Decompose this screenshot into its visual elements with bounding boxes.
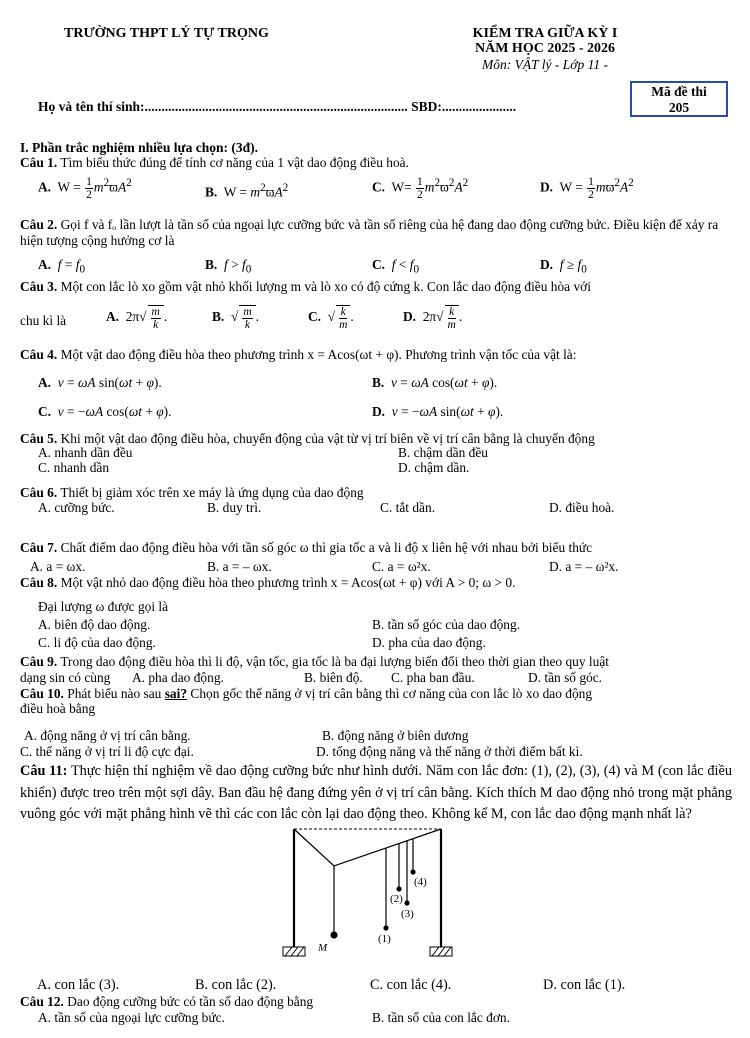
q7-option-a[interactable]: A. a = ωx.	[30, 559, 86, 574]
q8-option-b[interactable]: B. tần số góc của dao động.	[372, 617, 521, 632]
q1-option-d[interactable]: D. W = $\frac{1}{2}$ $mϖ^2A^2$	[540, 176, 634, 201]
exam-code-box	[630, 81, 728, 117]
exam-code-value: 205	[668, 100, 690, 115]
section-title: I. Phần trắc nghiệm nhiều lựa chọn: (3đ).	[20, 140, 258, 155]
q3-option-c[interactable]: C. √ $\frac{k}{m}$ .	[308, 306, 354, 331]
q4-option-b[interactable]: B. v = ωA cos(ωt + φ).	[372, 375, 498, 390]
q9-option-d[interactable]: D. tần số góc.	[528, 670, 603, 685]
q2-option-c[interactable]: C. $f < f_0$	[372, 257, 420, 276]
q2-option-d[interactable]: D. $f \ge f_0$	[540, 257, 587, 276]
question-5: Câu 5. Khi một vật dao động điều hòa, chuyển động của vật từ vị trí biên về vị trí cân bằng là chuyển động	[20, 431, 595, 446]
q1-option-b[interactable]: B. $W = m^2ϖA^2$	[205, 182, 289, 200]
q6-option-a[interactable]: A. cưỡng bức.	[38, 500, 115, 515]
support-string	[294, 829, 441, 866]
q2-option-b[interactable]: B. $f > f_0$	[205, 257, 252, 276]
q3-option-b[interactable]: B. √ $\frac{m}{k}$ .	[212, 306, 259, 331]
q8-stem-cont: Đại lượng ω được gọi là	[38, 599, 169, 614]
label-1: (1)	[378, 933, 391, 945]
q3-option-d[interactable]: D. 2π√ $\frac{k}{m}$ .	[403, 306, 463, 331]
label-m: M	[318, 942, 328, 954]
q9-option-a[interactable]: A. pha dao động.	[132, 670, 224, 685]
q5-option-b[interactable]: B. chậm dần đều	[398, 445, 488, 460]
school-year: NĂM HỌC 2025 - 2026	[475, 41, 615, 56]
subject-line: Môn: VẬT lý - Lớp 11 -	[482, 57, 608, 72]
q6-option-d[interactable]: D. điều hoà.	[549, 500, 615, 515]
q10-stem-cont: điều hoà bằng	[20, 701, 96, 716]
exam-code-label: Mã đề thi	[651, 84, 707, 99]
student-info-line: Họ và tên thí sinh:.............................................................................. SBD:......................	[38, 99, 517, 114]
q10-option-d[interactable]: D. tổng động năng và thế năng ở thời điểm bất kì.	[316, 744, 583, 759]
q11-option-b[interactable]: B. con lắc (2).	[195, 977, 277, 993]
label-3: (3)	[401, 908, 414, 920]
school-name: TRƯỜNG THPT LÝ TỰ TRỌNG	[64, 26, 269, 41]
question-4: Câu 4. Một vật dao động điều hòa theo phương trình x = Acos(ωt + φ). Phương trình vận tốc của vật là:	[20, 347, 577, 362]
q7-option-c[interactable]: C. a = ω²x.	[372, 559, 431, 574]
pendulum-m-bob	[330, 931, 337, 938]
q3-option-a[interactable]: A. 2π√ $\frac{m}{k}$ .	[106, 306, 168, 331]
q11-option-a[interactable]: A. con lắc (3).	[37, 977, 120, 993]
question-9: Câu 9. Trong dao động điều hòa thì li độ, vận tốc, gia tốc là ba đại lượng biến đổi theo thời gian theo quy luật	[20, 654, 609, 669]
q4-option-a[interactable]: A. v = ωA sin(ωt + φ).	[38, 375, 162, 390]
question-2: Câu 2. Gọi f và fₒ lần lượt là tần số của ngoại lực cưỡng bức và tần số riêng của hệ đang dao động cưỡng bức. Điều kiện để xảy ra hiện tượng cộng hưởng cơ là	[20, 217, 719, 248]
question-1: Câu 1. Tìm biểu thức đúng để tính cơ năng của 1 vật dao động điều hoà.	[20, 155, 409, 170]
q4-option-d[interactable]: D. v = −ωA sin(ωt + φ).	[372, 404, 504, 419]
q11-option-c[interactable]: C. con lắc (4).	[370, 977, 452, 993]
q6-option-c[interactable]: C. tắt dần.	[380, 500, 436, 515]
q8-option-c[interactable]: C. li độ của dao động.	[38, 635, 156, 650]
q5-option-c[interactable]: C. nhanh dần	[38, 460, 110, 475]
label-2: (2)	[390, 893, 403, 905]
q7-option-b[interactable]: B. a = – ωx.	[207, 559, 272, 574]
label-4: (4)	[414, 876, 427, 888]
left-base	[283, 947, 305, 956]
pendulum-diagram	[280, 823, 460, 960]
q10-option-c[interactable]: C. thế năng ở vị trí li độ cực đại.	[20, 744, 194, 759]
right-base	[430, 947, 452, 956]
question-6: Câu 6. Thiết bị giảm xóc trên xe máy là ứng dụng của dao động	[20, 485, 364, 500]
q3-stem-cont: chu kì là	[20, 313, 67, 328]
pendulum-2-bob	[396, 886, 401, 891]
pendulum-4-bob	[410, 869, 415, 874]
q2-option-a[interactable]: A. $f = f_0$	[38, 257, 86, 276]
q4-option-c[interactable]: C. v = −ωA cos(ωt + φ).	[38, 404, 172, 419]
pendulum-1-bob	[383, 925, 388, 930]
q5-option-a[interactable]: A. nhanh dần đều	[38, 445, 133, 460]
question-8: Câu 8. Một vật nhỏ dao động điều hòa theo phương trình x = Acos(ωt + φ) với A > 0; ω > 0.	[20, 575, 516, 590]
q9-stem-cont: dạng sin có cùng	[20, 670, 111, 685]
q8-option-a[interactable]: A. biên độ dao động.	[38, 617, 151, 632]
q9-option-c[interactable]: C. pha ban đầu.	[391, 670, 475, 685]
q5-option-d[interactable]: D. chậm dần.	[398, 460, 470, 475]
exam-title: KIỂM TRA GIỮA KỲ I	[472, 26, 618, 41]
question-10: Câu 10. Phát biểu nào sau sai? Chọn gốc thế năng ở vị trí cân bằng thì cơ năng của con lắc lò xo dao động	[20, 686, 593, 701]
question-3: Câu 3. Một con lắc lò xo gồm vật nhỏ khối lượng m và lò xo có độ cứng k. Con lắc dao động điều hòa với	[20, 279, 591, 294]
q11-option-d[interactable]: D. con lắc (1).	[543, 977, 626, 993]
q7-option-d[interactable]: D. a = – ω²x.	[549, 559, 619, 574]
q9-option-b[interactable]: B. biên độ.	[304, 670, 363, 685]
q8-option-d[interactable]: D. pha của dao động.	[372, 635, 486, 650]
question-11: Câu 11: Thực hiện thí nghiệm về dao động cưỡng bức như hình dưới. Năm con lắc đơn: (1), (2), (3), (4) và M (con lắc điều khiển) được treo trên một sợi dây. Ban đầu hệ đang đứng yên ở vị trí cân bằng. Kích thích M dao động nhỏ trong mặt phẳng vuông góc với mặt phẳng hình vẽ thì các con lắc còn lại dao động theo. Không kể M, con lắc dao động mạnh nhất là?	[20, 763, 732, 822]
q1-option-c[interactable]: C. W= $\frac{1}{2}$ $m^2ϖ^2A^2$	[372, 176, 469, 201]
q1-option-a[interactable]: A. W = $\frac{1}{2}$ $m^2ϖA^2$	[38, 176, 132, 201]
q12-option-a[interactable]: A. tần số của ngoại lực cưỡng bức.	[38, 1010, 225, 1025]
q10-option-a[interactable]: A. động năng ở vị trí cân bằng.	[24, 728, 191, 743]
pendulum-3-bob	[404, 900, 409, 905]
question-12: Câu 12. Dao động cưỡng bức có tần số dao động bằng	[20, 994, 314, 1009]
q10-option-b[interactable]: B. động năng ở biên dương	[322, 728, 469, 743]
question-7: Câu 7. Chất điểm dao động điều hòa với tần số góc ω thì gia tốc a và li độ x liên hệ với nhau bởi biểu thức	[20, 540, 593, 555]
q12-option-b[interactable]: B. tần số của con lắc đơn.	[372, 1010, 510, 1025]
q6-option-b[interactable]: B. duy trì.	[207, 500, 262, 515]
